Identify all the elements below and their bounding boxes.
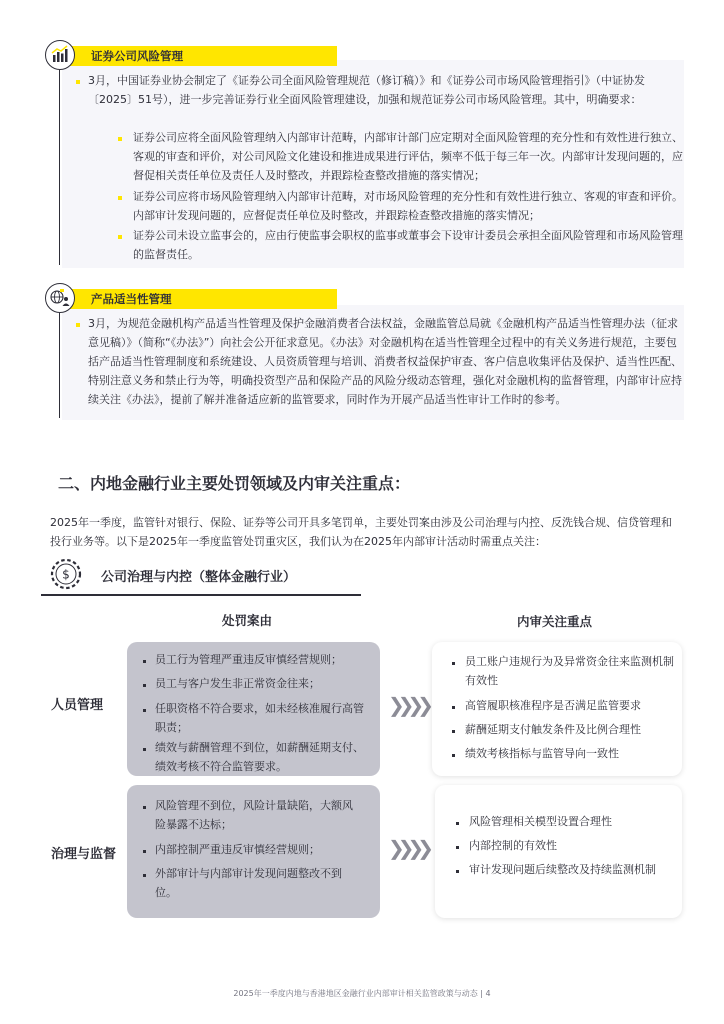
case-item: 风险管理不到位，风险计量缺陷，大额风险暴露不达标；: [155, 799, 353, 831]
securities-item-1: 证券公司应将全面风险管理纳入内部审计范畴，内部审计部门应定期对全面风险管理的充分性和有效性进行独立、客观的审查和评价，对公司风险文化建设和推进成果进行评估，频率不低于每三年一次。内部审计发现问题的，应督促相关责任单位及责任人及时整改，并跟踪检查整改措施的落实情况；: [133, 131, 683, 182]
section-intro: 2025年一季度，监管针对银行、保险、证券等公司开具多笔罚单，主要处罚案由涉及公司治理与内控、反洗钱合规、信贷管理和投行业务等。以下是2025年一季度监管处罚重灾区，我们认为在2025年内部审计活动时需重点关注：: [50, 516, 672, 548]
focus-item: 内部控制的有效性: [469, 839, 557, 852]
bullet: [452, 662, 455, 665]
bullet: [456, 822, 459, 825]
focus-item: 绩效考核指标与监管导向一致性: [465, 747, 619, 760]
case-item: 任职资格不符合要求，如未经核准履行高管职责；: [155, 702, 364, 734]
row-label-governance: 治理与监督: [51, 847, 117, 862]
focus-item: 薪酬延期支付触发条件及比例合理性: [465, 723, 641, 736]
dollar-gear-icon: [48, 557, 84, 591]
securities-item-3: 证券公司未设立监事会的，应由行使监事会职权的监事或董事会下设审计委员会承担全面风险管理和市场风险管理的监督责任。: [133, 229, 683, 261]
case-item: 外部审计与内部审计发现问题整改不到位。: [155, 867, 342, 899]
row-label-personnel: 人员管理: [51, 698, 104, 713]
focus-item: 审计发现问题后续整改及持续监测机制: [469, 863, 656, 876]
bullet: [143, 684, 146, 687]
bullet: [143, 709, 146, 712]
case-item: 员工与客户发生非正常资金往来；: [155, 677, 320, 690]
securities-item-2: 证券公司应将市场风险管理纳入内部审计范畴，对市场风险管理的充分性和有效性进行独立、客观的审查和评价。内部审计发现问题的，应督促责任单位及时整改，并跟踪检查整改措施的落实情况；: [133, 190, 683, 222]
bullet: [452, 706, 455, 709]
bullet: [118, 196, 122, 200]
bullet: [143, 850, 146, 853]
bullet: [76, 80, 80, 84]
chevrons-right-icon: ❯❯❯❯: [388, 693, 428, 717]
bullet: [456, 870, 459, 873]
case-item: 内部控制严重违反审慎经营规则；: [155, 843, 320, 856]
bullet: [118, 235, 122, 239]
chart-icon: [45, 40, 75, 70]
focus-item: 高管履职核准程序是否满足监管要求: [465, 699, 641, 712]
bullet: [143, 874, 146, 877]
securities-risk-tag: 证券公司风险管理: [57, 46, 337, 66]
governance-title: 公司治理与内控（整体金融行业）: [101, 570, 297, 585]
section-heading: 二、内地金融行业主要处罚领域及内审关注重点：: [58, 474, 411, 493]
bullet: [452, 754, 455, 757]
bullet: [452, 730, 455, 733]
page-footer: 2025年一季度内地与香港地区金融行业内部审计相关监管政策与动态 | 4: [233, 989, 491, 998]
bullet: [143, 660, 146, 663]
bullet: [143, 748, 146, 751]
suitability-divider: [59, 313, 60, 418]
bullet: [76, 323, 80, 327]
case-item: 绩效与薪酬管理不到位，如薪酬延期支付、绩效考核不符合监管要求。: [155, 741, 364, 773]
focus-item: 员工账户违规行为及异常资金往来监测机制有效性: [465, 655, 674, 687]
securities-intro: 3月，中国证券业协会制定了《证券公司全面风险管理规范（修订稿）》和《证券公司市场风险管理指引》（中证协发〔2025〕51号），进一步完善证券行业全面风险管理建设，加强和规范证券公司市场风险管理。其中，明确要求：: [88, 74, 645, 106]
globe-people-icon: [45, 283, 75, 313]
col-focus-header: 内审关注重点: [517, 614, 593, 629]
col-case-header: 处罚案由: [222, 613, 273, 628]
bullet: [143, 806, 146, 809]
focus-item: 风险管理相关模型设置合理性: [469, 815, 612, 828]
securities-divider: [59, 70, 60, 265]
case-item: 员工行为管理严重违反审慎经营规则；: [155, 653, 342, 666]
svg-text:$: $: [62, 567, 70, 582]
suitability-text: 3月，为规范金融机构产品适当性管理及保护金融消费者合法权益，金融监管总局就《金融机构产品适当性管理办法（征求意见稿）》（简称“《办法》”）向社会公开征求意见。《办法》对金融机构在适当性管理全过程中的有关义务进行规范，主要包括产品适当性管理制度和系统建设、人员资质管理与培训、消费者权益保护审查、客户信息收集评估及保护、适当性匹配、特别注意义务和禁止行为等，明确投资型产品和保险产品的风险分级动态管理，强化对金融机构的监督管理，内部审计应持续关注《办法》，提前了解并准备适应新的监管要求，同时作为开展产品适当性审计工作时的参考。: [88, 317, 682, 406]
suitability-tag: 产品适当性管理: [57, 289, 337, 309]
bullet: [118, 137, 122, 141]
governance-underline: [41, 594, 361, 596]
chevrons-right-icon: ❯❯❯❯: [388, 836, 428, 860]
bullet: [456, 846, 459, 849]
